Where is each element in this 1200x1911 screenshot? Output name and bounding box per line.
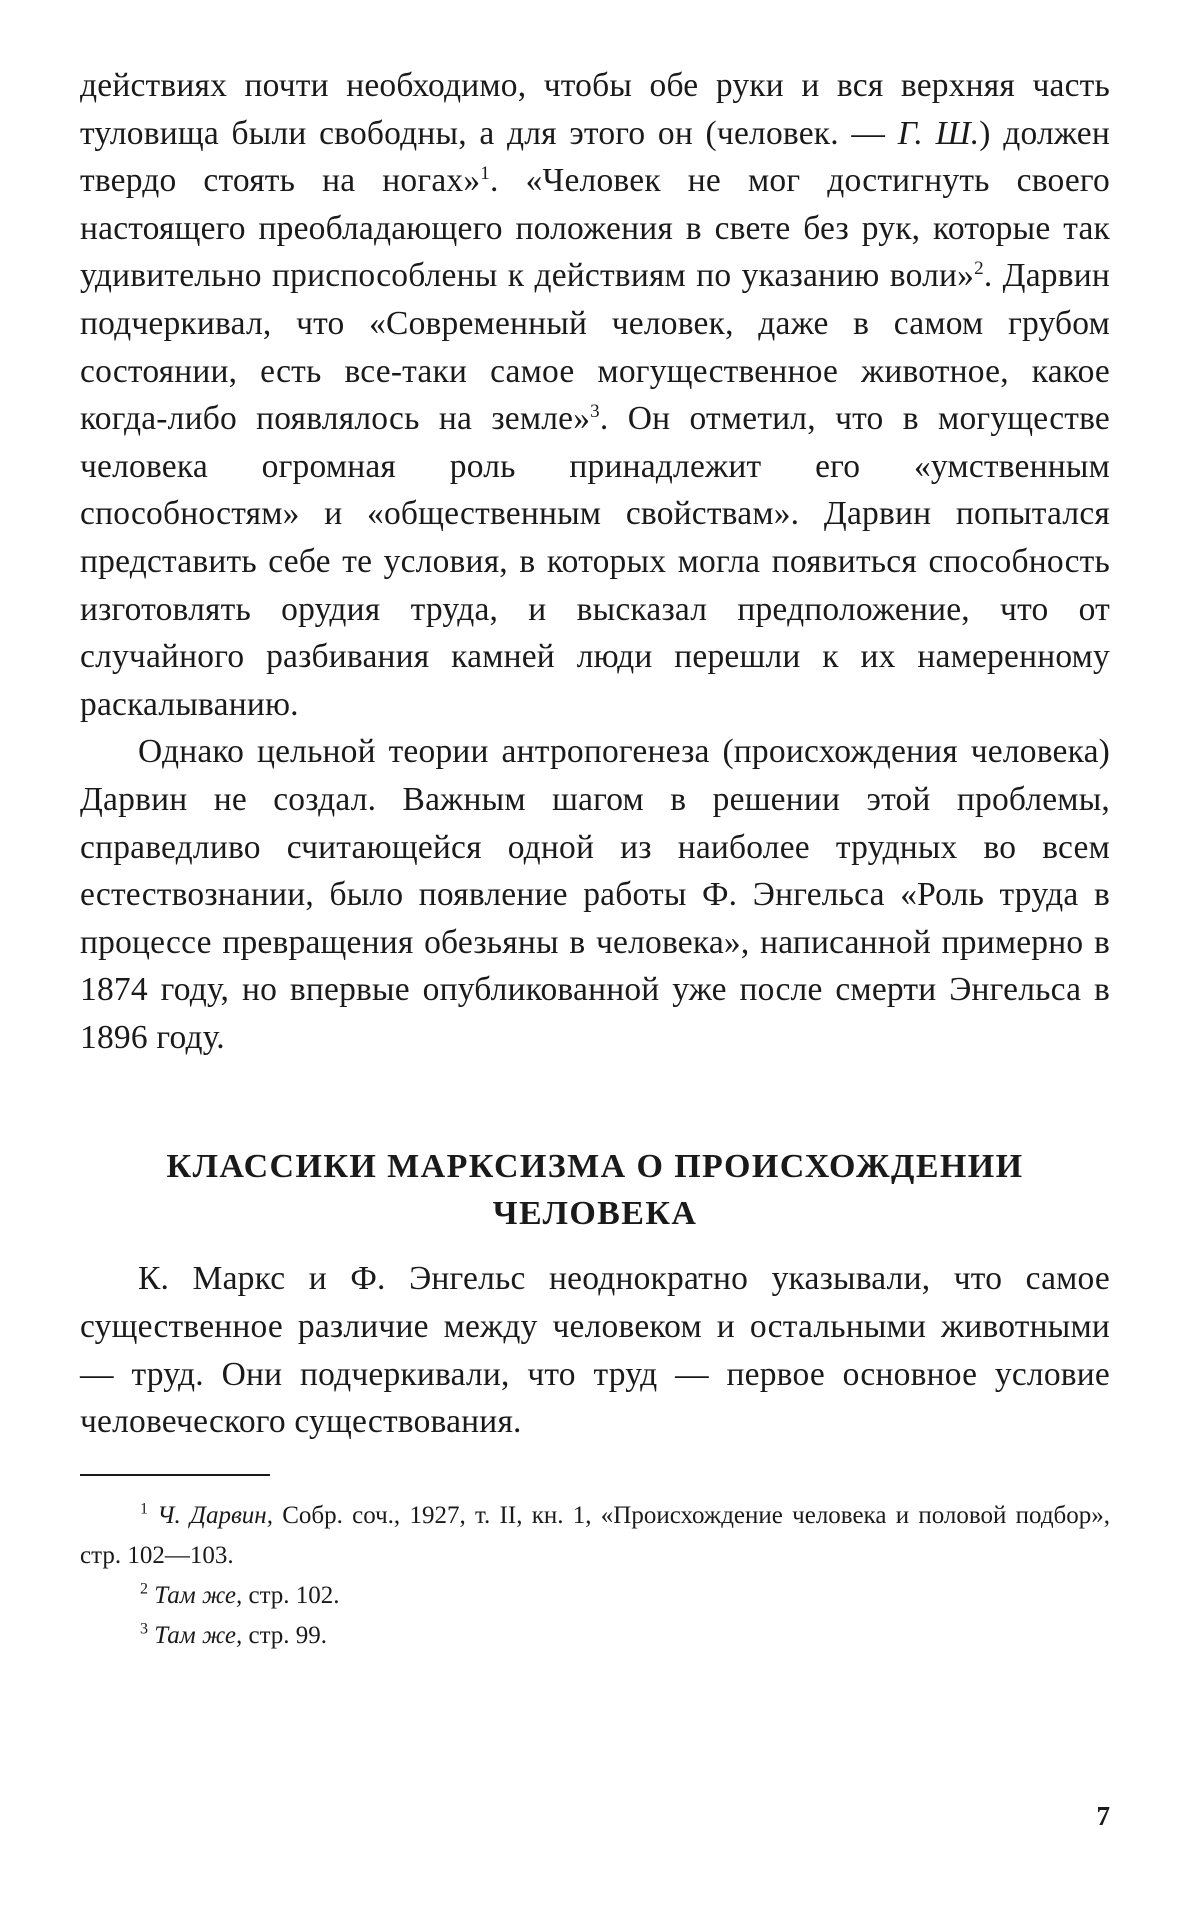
italic-text: Там же, — [154, 1621, 243, 1649]
text-run: действиях почти необходимо, чтобы обе руки и вся верхняя часть туловища были свободны, а для этого он (человек. — — [80, 67, 1110, 152]
footnote — [80, 1616, 1110, 1656]
italic-text: Ч. Дарвин, — [157, 1501, 273, 1529]
footnote — [80, 1496, 1110, 1576]
italic-text: Г. Ш. — [897, 114, 980, 152]
text-run: стр. 102. — [242, 1581, 340, 1609]
text-run: Однако цельной теории антропогенеза (происхождения человека) Дарвин не создал. Важным шагом в решении этой проблемы, справедливо считающейся одной из наиболее трудных во всем естествознании, было появление работы Ф. Энгельса «Роль труда в процессе превращения обезьяны в человека», написанной примерно в 1874 году, но впервые опубликованной уже после смерти Энгельса в 1896 году. — [80, 733, 1110, 1056]
paragraph — [80, 1255, 1110, 1445]
text-run — [148, 1502, 157, 1529]
body-text — [80, 62, 1110, 1061]
text-run: . «Человек не мог достигнуть своего настоящего преобладающего положения в свете без рук, которые так удивительно приспособлены к действиям по указанию воли» — [80, 162, 1110, 295]
footnote-marker: 2 — [140, 1580, 148, 1598]
text-run: стр. 99. — [242, 1621, 328, 1649]
paragraph — [80, 728, 1110, 1061]
footnote-marker: 1 — [140, 1500, 148, 1518]
section-title: КЛАССИКИ МАРКСИЗМА О ПРОИСХОЖДЕНИИ ЧЕЛОВЕКА — [166, 1148, 1024, 1233]
text-run: . Дарвин подчеркивал, что «Современный человек, даже в самом грубом состоянии, есть все-таки самое могущественное животное, какое когда-либо появлялось на земле» — [80, 257, 1110, 438]
footnote-divider — [80, 1474, 270, 1476]
text-run: Собр. соч., 1927, т. II, кн. 1, «Происхождение человека и половой подбор», стр. 102—103. — [80, 1501, 1111, 1569]
footnote — [80, 1576, 1110, 1616]
footnote-marker: 3 — [590, 401, 600, 422]
footnotes — [80, 1496, 1110, 1656]
footnote-marker: 1 — [480, 163, 490, 185]
footnote-marker: 2 — [974, 258, 984, 280]
footnote-marker: 3 — [140, 1620, 148, 1638]
text-run: ) должен твердо стоять на ногах» — [80, 114, 1110, 200]
paragraph — [80, 62, 1110, 728]
text-run: К. Маркс и Ф. Энгельс неоднократно указывали, что самое существенное различие между человеком и остальными животными — труд. Они подчеркивали, что труд — первое основное условие человеческого существования. — [80, 1260, 1110, 1441]
text-run: . Он отметил, что в могуществе человека огромная роль принадлежит его «умственным способностям» и «общественным свойствам». Дарвин попытался представить себе те условия, в которых могла появиться способность изготовлять орудия труда, и высказал предположение, что от случайного разбивания камней люди перешли к их намеренному раскалыванию. — [80, 400, 1110, 723]
book-page — [80, 62, 1110, 1656]
page-number: 7 — [1096, 1801, 1110, 1831]
italic-text: Там же, — [154, 1581, 243, 1609]
